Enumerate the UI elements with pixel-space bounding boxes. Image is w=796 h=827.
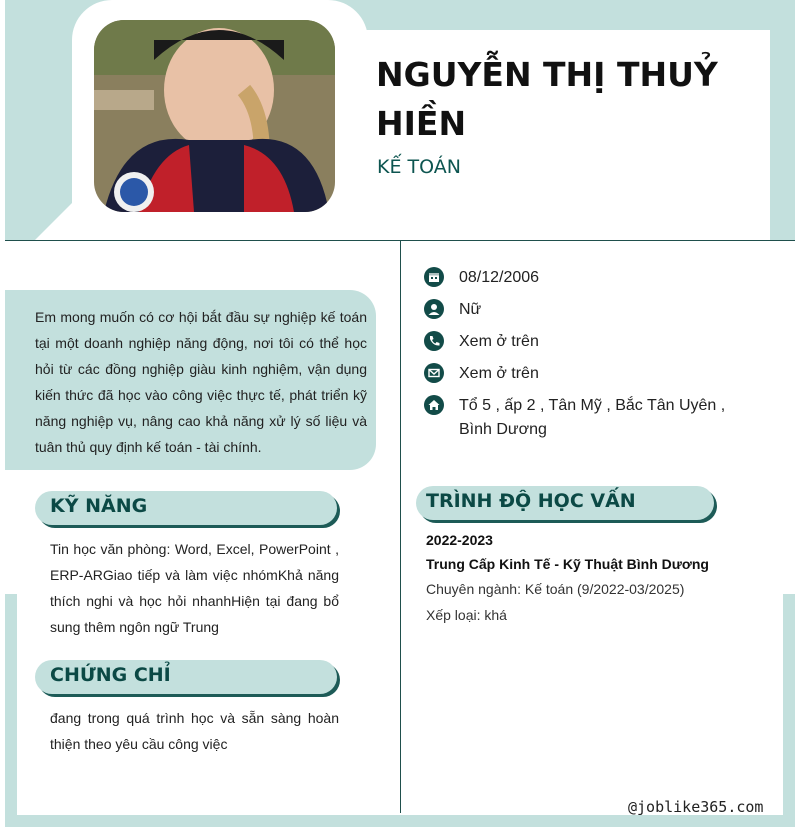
contact-text: Nữ <box>459 301 482 318</box>
education-year: 2022-2023 <box>426 532 493 548</box>
vertical-divider <box>400 240 401 813</box>
job-title: KẾ TOÁN <box>377 156 461 178</box>
contact-text: Xem ở trên <box>459 333 539 350</box>
education-rank: Xếp loại: khá <box>426 607 507 623</box>
calendar-icon <box>424 267 444 287</box>
certificates-heading <box>35 660 337 694</box>
contact-phone <box>424 330 759 354</box>
education-heading <box>416 486 714 520</box>
skills-title: KỸ NĂNG <box>50 495 148 517</box>
frame-right <box>783 594 795 827</box>
skills-text: Tin học văn phòng: Word, Excel, PowerPoint , ERP-ARGiao tiếp và làm việc nhómKhả năng thích nghi và học hỏi nhanhHiện tại đang bổ sung thêm ngôn ngữ Trung <box>50 541 339 635</box>
photo-notch <box>35 200 75 240</box>
education-school: Trung Cấp Kinh Tế - Kỹ Thuật Bình Dương <box>426 556 709 572</box>
skills-heading <box>35 491 337 525</box>
phone-icon <box>424 331 444 351</box>
frame-bottom <box>5 815 795 827</box>
candidate-name: NGUYỄN THỊ THUỶ HIỀN <box>376 55 718 143</box>
objective-text: Em mong muốn có cơ hội bắt đầu sự nghiệp kế toán tại một doanh nghiệp năng động, nơi tôi có thể học hỏi từ các đồng nghiệp giàu kinh nghiệm, vận dụng kiến thức đã học vào công việc thực tế, phát triển kỹ năng nghiệp vụ, nâng cao khả năng xử lý số liệu và tuân thủ quy định kế toán - tài chính. <box>35 309 367 455</box>
education-major: Chuyên ngành: Kế toán (9/2022-03/2025) <box>426 581 685 597</box>
certificates-text: đang trong quá trình học và sẵn sàng hoàn thiện theo yêu cầu công việc <box>50 710 339 752</box>
profile-photo <box>94 20 335 212</box>
contact-gender <box>424 298 759 322</box>
contact-text: 08/12/2006 <box>459 269 540 286</box>
person-icon <box>424 299 444 319</box>
contact-birthday <box>424 266 759 290</box>
contact-text: Tổ 5 , ấp 2 , Tân Mỹ , Bắc Tân Uyên , Bình Dương <box>459 397 726 438</box>
watermark: @joblike365.com <box>628 798 764 816</box>
home-icon <box>424 395 444 415</box>
objective-box <box>5 290 376 470</box>
contact-address <box>424 394 759 442</box>
frame-left <box>5 594 17 827</box>
contact-email <box>424 362 759 386</box>
contact-text: Xem ở trên <box>459 365 539 382</box>
mail-icon <box>424 363 444 383</box>
education-title: TRÌNH ĐỘ HỌC VẤN <box>426 490 636 512</box>
certificates-title: CHỨNG CHỈ <box>50 664 171 686</box>
